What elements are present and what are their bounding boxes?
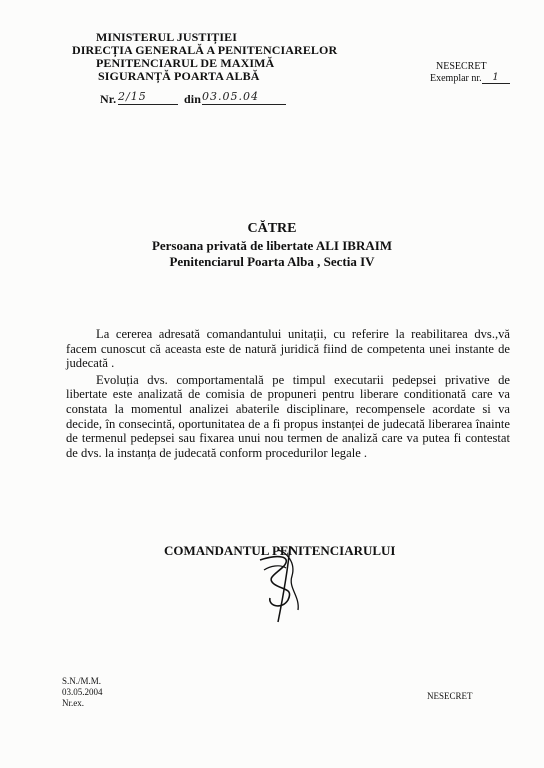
exemplar-block — [430, 72, 520, 86]
din-value: 03.05.04 — [202, 90, 286, 105]
signature-mark — [248, 540, 318, 628]
addressee-name: Persoana privată de libertate ALI IBRAIM — [151, 238, 393, 253]
header-ministry: MINISTERUL JUSTIȚIEI — [96, 30, 238, 44]
exemplar-label: Exemplar nr. — [430, 73, 482, 84]
nr-value: 2/15 — [118, 90, 178, 105]
din-label: din — [184, 92, 201, 106]
header-penitentiary: PENITENCIARUL DE MAXIMĂ — [96, 56, 275, 70]
reference-block — [100, 90, 290, 108]
exemplar-value: 1 — [482, 72, 510, 84]
signature-title: COMANDANTUL PENITENCIARULUI — [164, 543, 396, 558]
letter-body — [66, 327, 510, 460]
footer-initials: S.N./M.M. — [62, 676, 102, 686]
footer-nr-ex: Nr.ex. — [62, 698, 84, 708]
footer-classification: NESECRET — [427, 691, 473, 701]
header-directorate: DIRECȚIA GENERALĂ A PENITENCIARELOR — [72, 43, 338, 57]
header-security-level: SIGURANȚĂ POARTA ALBĂ — [98, 69, 260, 83]
body-paragraph-2: Evoluția dvs. comportamentală pe timpul executarii pedepsei privative de libertate este analizată de comisia de propuneri pentru liberare conditionată care va constata la momentul analizei abaterile disciplinare, recompensele acordate si va decide, în consecintă, oportunitatea de a fi propus instanței de judecată liberarea înainte de termenul pedepsei sau fixarea unui nou termen de analiză care va putea fi contestat de dvs. la instanța de judecată conform procedurilor legale . — [66, 372, 510, 460]
body-paragraph-1: La cererea adresată comandantului unitații, cu referire la reabilitarea dvs.,vă facem cunoscut că aceasta este de natură juridică fiind de competenta unei instante de judecată . — [66, 327, 510, 371]
classification-top: NESECRET — [436, 61, 487, 72]
addressee-location: Penitenciarul Poarta Alba , Sectia IV — [169, 254, 375, 269]
nr-label: Nr. — [100, 92, 117, 106]
footer-date: 03.05.2004 — [62, 687, 103, 697]
addressee-catre: CĂTRE — [247, 221, 297, 236]
